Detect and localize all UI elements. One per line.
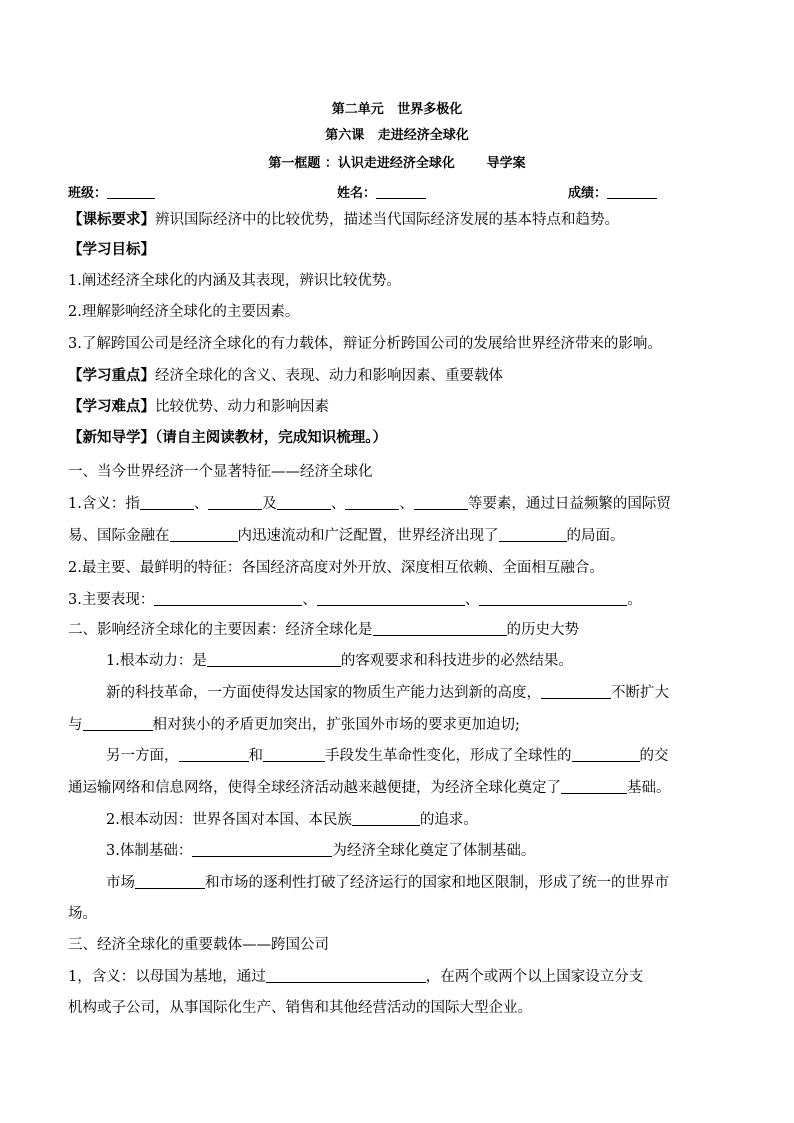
fill-blank[interactable] bbox=[154, 591, 302, 606]
part3-definition-1 bbox=[68, 967, 734, 987]
text: 、 bbox=[193, 496, 209, 512]
key-text: 经济全球化的含义、表现、动力和影响因素、重要载体 bbox=[155, 368, 503, 384]
goal-3: 3.了解跨国公司是经济全球化的有力载体，辩证分析跨国公司的发展给世界经济带来的影响。 bbox=[68, 336, 662, 352]
guide-tag: 【新知导学】 bbox=[68, 429, 155, 446]
text: 、 bbox=[464, 592, 480, 608]
text: 的局面。 bbox=[566, 528, 625, 544]
name-field bbox=[337, 182, 426, 201]
fill-blank[interactable] bbox=[170, 527, 238, 542]
difficult-line bbox=[68, 397, 734, 417]
fill-blank[interactable] bbox=[83, 716, 153, 731]
text: 1，含义：以母国为基地，通过 bbox=[68, 969, 266, 985]
part1-definition-2 bbox=[68, 526, 734, 546]
text: 和 bbox=[248, 748, 263, 764]
part2-power bbox=[106, 651, 734, 671]
part3-heading: 三、经济全球化的重要载体——跨国公司 bbox=[68, 937, 329, 953]
text: 新的科技革命，一方面使得发达国家的物质生产能力达到新的高度， bbox=[106, 685, 541, 701]
part1-feature: 2.最主要、最鲜明的特征：各国经济高度对外开放、深度相互依赖、全面相互融合。 bbox=[68, 560, 604, 576]
fill-blank[interactable] bbox=[317, 591, 465, 606]
part2-other-2 bbox=[68, 778, 734, 798]
text: 的交 bbox=[639, 748, 669, 764]
key-line bbox=[68, 366, 734, 386]
text: 和市场的逐利性打破了经济运行的国家和地区限制，形成了统一的世界市 bbox=[205, 875, 669, 891]
fill-blank[interactable] bbox=[561, 779, 627, 794]
fill-blank[interactable] bbox=[179, 747, 249, 762]
curriculum-tag: 【课标要求】 bbox=[68, 211, 155, 228]
guide-text: （请自主阅读教材，完成知识梳理。） bbox=[155, 429, 387, 446]
text: 手段发生革命性变化，形成了全球性的 bbox=[325, 748, 572, 764]
text: 的追求。 bbox=[419, 812, 478, 828]
fill-blank[interactable] bbox=[192, 842, 332, 857]
text: 的历史大势 bbox=[506, 622, 579, 638]
fill-blank[interactable] bbox=[345, 495, 399, 510]
fill-blank[interactable] bbox=[499, 527, 567, 542]
fill-blank[interactable] bbox=[373, 621, 507, 636]
part2-market-1 bbox=[106, 873, 734, 893]
lesson-title: 第六课 走进经济全球化 bbox=[325, 128, 469, 143]
score-blank[interactable] bbox=[607, 186, 657, 199]
text: 市场 bbox=[106, 875, 135, 891]
name-label: 姓名： bbox=[337, 186, 377, 201]
part1-heading: 一、当今世界经济一个显著特征——经济全球化 bbox=[68, 464, 373, 480]
text: 通运输网络和信息网络，使得全球经济活动越来越便捷，为经济全球化奠定了 bbox=[68, 780, 561, 796]
fill-blank[interactable] bbox=[263, 747, 325, 762]
fill-blank[interactable] bbox=[135, 874, 205, 889]
text: 相对狭小的矛盾更加突出，扩张国外市场的要求更加迫切; bbox=[152, 717, 520, 733]
text: 另一方面， bbox=[106, 748, 179, 764]
text: 易、国际金融在 bbox=[68, 528, 170, 544]
class-field bbox=[68, 182, 155, 201]
class-blank[interactable] bbox=[107, 186, 155, 199]
text: 为经济全球化奠定了体制基础。 bbox=[332, 843, 536, 859]
part3-definition-2: 机构或子公司，从事国际化生产、销售和其他经营活动的国际大型企业。 bbox=[68, 1000, 532, 1016]
curriculum-line bbox=[68, 210, 734, 230]
text: 、 bbox=[330, 496, 346, 512]
text: 1.根本动力：是 bbox=[106, 653, 207, 669]
fill-blank[interactable] bbox=[208, 495, 262, 510]
text: 2.根本动因：世界各国对本国、本民族 bbox=[106, 812, 352, 828]
score-field bbox=[568, 182, 657, 201]
text: 。 bbox=[627, 592, 642, 608]
unit-title: 第二单元 世界多极化 bbox=[331, 102, 463, 117]
text: 二、影响经济全球化的主要因素：经济全球化是 bbox=[68, 622, 373, 638]
key-tag: 【学习重点】 bbox=[68, 367, 155, 384]
text: 不断扩大 bbox=[611, 685, 669, 701]
guide-line bbox=[68, 428, 734, 448]
text: 基础。 bbox=[627, 780, 671, 796]
class-label: 班级： bbox=[68, 186, 108, 201]
text: 3.体制基础： bbox=[106, 843, 193, 859]
difficult-tag: 【学习难点】 bbox=[68, 398, 155, 415]
fill-blank[interactable] bbox=[140, 495, 194, 510]
fill-blank[interactable] bbox=[277, 495, 331, 510]
fill-blank[interactable] bbox=[414, 495, 468, 510]
topic-title: 第一框题 ：认识走进经济全球化 导学案 bbox=[268, 156, 526, 171]
part2-other-1 bbox=[106, 746, 734, 766]
fill-blank[interactable] bbox=[479, 591, 627, 606]
fill-blank[interactable] bbox=[207, 652, 341, 667]
difficult-text: 比较优势、动力和影响因素 bbox=[155, 399, 329, 415]
text: 等要素，通过日益频繁的国际贸 bbox=[467, 496, 671, 512]
fill-blank[interactable] bbox=[266, 968, 426, 983]
part1-performance bbox=[68, 590, 734, 610]
goal-2: 2.理解影响经济全球化的主要因素。 bbox=[68, 304, 300, 320]
text: 3.主要表现： bbox=[68, 592, 155, 608]
name-blank[interactable] bbox=[376, 186, 426, 199]
part2-heading bbox=[68, 620, 734, 640]
part1-definition-1 bbox=[68, 494, 734, 514]
part2-market-2: 场。 bbox=[68, 906, 97, 922]
score-label: 成绩： bbox=[568, 186, 608, 201]
goal-1: 1.阐述经济全球化的内涵及其表现，辨识比较优势。 bbox=[68, 273, 401, 289]
text: 与 bbox=[68, 717, 83, 733]
part2-system bbox=[106, 841, 734, 861]
goals-tag: 【学习目标】 bbox=[68, 241, 155, 258]
fill-blank[interactable] bbox=[572, 747, 640, 762]
fill-blank[interactable] bbox=[541, 684, 611, 699]
text: ，在两个或两个以上国家设立分支 bbox=[425, 969, 644, 985]
part2-motive bbox=[106, 810, 734, 830]
text: 、 bbox=[399, 496, 414, 512]
fill-blank[interactable] bbox=[352, 811, 420, 826]
curriculum-text: 辨识国际经济中的比较优势，描述当代国际经济发展的基本特点和趋势。 bbox=[155, 212, 619, 228]
part2-tech-1 bbox=[106, 683, 734, 703]
text: 的客观要求和科技进步的必然结果。 bbox=[340, 653, 573, 669]
text: 内迅速流动和广泛配置，世界经济出现了 bbox=[237, 528, 499, 544]
part2-tech-2 bbox=[68, 715, 734, 735]
text: 1.含义：指 bbox=[68, 496, 140, 512]
text: 及 bbox=[262, 496, 277, 512]
text: 、 bbox=[302, 592, 317, 608]
